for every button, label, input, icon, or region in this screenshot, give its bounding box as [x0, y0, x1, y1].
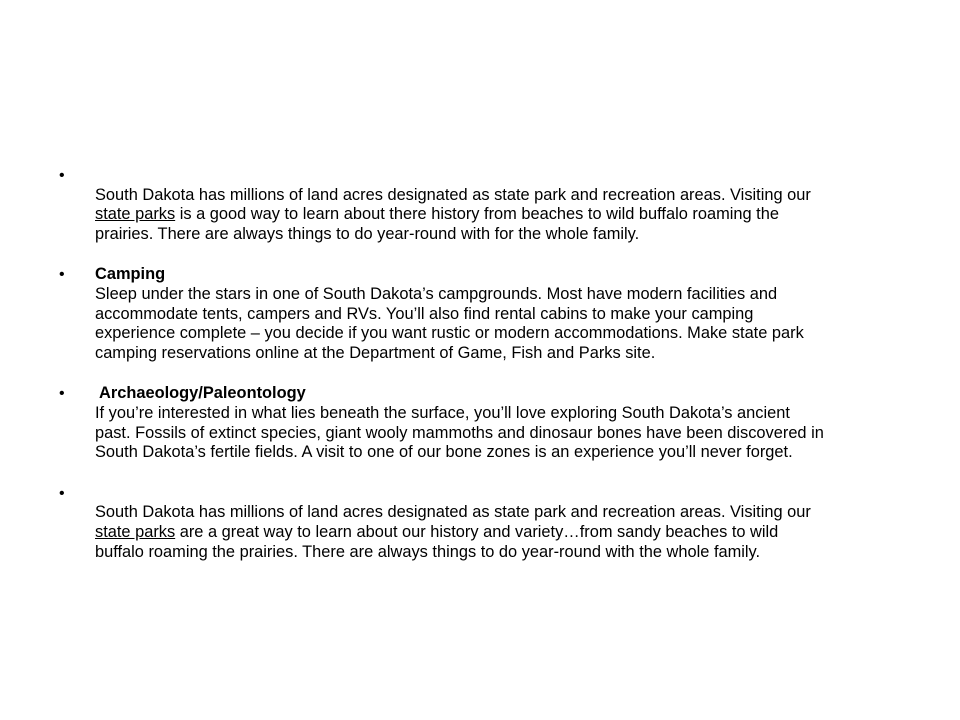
- paragraph-line: South Dakota has millions of land acres designated as state park and recreation areas. Visiting our: [95, 503, 811, 522]
- bullet-icon: •: [59, 484, 65, 502]
- paragraph-text: are a great way to learn about our history and variety…from sandy beaches to wild: [175, 522, 779, 541]
- bullet-item-state-parks-summary: [58, 484, 918, 562]
- paragraph-line: South Dakota has millions of land acres designated as state park and recreation areas. Visiting our: [95, 185, 811, 204]
- paragraph-text: is a good way to learn about there history from beaches to wild buffalo roaming the: [175, 205, 779, 224]
- paragraph-line: prairies. There are always things to do year-round with for the whole family.: [95, 224, 640, 243]
- paragraph-line: buffalo roaming the prairies. There are always things to do year-round with the whole family.: [95, 542, 761, 561]
- blank-line: [95, 166, 918, 186]
- paragraph-line: camping reservations online at the Department of Game, Fish and Parks site.: [95, 343, 656, 362]
- bullet-list: [58, 166, 918, 583]
- paragraph-line: accommodate tents, campers and RVs. You’ll also find rental cabins to make your camping: [95, 304, 754, 323]
- bullet-item-archaeology: [58, 384, 918, 462]
- paragraph-line: Sleep under the stars in one of South Dakota’s campgrounds. Most have modern facilities and: [95, 284, 778, 303]
- paragraph-line: [95, 523, 918, 543]
- bullet-item-camping: [58, 265, 918, 363]
- bullet-icon: •: [59, 385, 65, 403]
- state-parks-link[interactable]: state parks: [95, 205, 176, 224]
- section-heading-archaeology: Archaeology/Paleontology: [99, 384, 306, 403]
- bullet-icon: •: [59, 266, 65, 284]
- paragraph-line: past. Fossils of extinct species, giant wooly mammoths and dinosaur bones have been discovered in: [95, 423, 824, 442]
- paragraph-line: [95, 205, 918, 225]
- state-parks-link[interactable]: state parks: [95, 522, 176, 541]
- paragraph-line: South Dakota’s fertile fields. A visit to one of our bone zones is an experience you’ll never forget.: [95, 443, 793, 462]
- section-heading-camping: Camping: [95, 265, 166, 284]
- paragraph-line: experience complete – you decide if you want rustic or modern accommodations. Make state park: [95, 324, 804, 343]
- paragraph-line: If you’re interested in what lies beneath the surface, you’ll love exploring South Dakota’s ancient: [95, 403, 790, 422]
- blank-line: [95, 484, 918, 504]
- bullet-icon: •: [59, 167, 65, 184]
- bullet-item-state-parks-intro: [58, 166, 918, 244]
